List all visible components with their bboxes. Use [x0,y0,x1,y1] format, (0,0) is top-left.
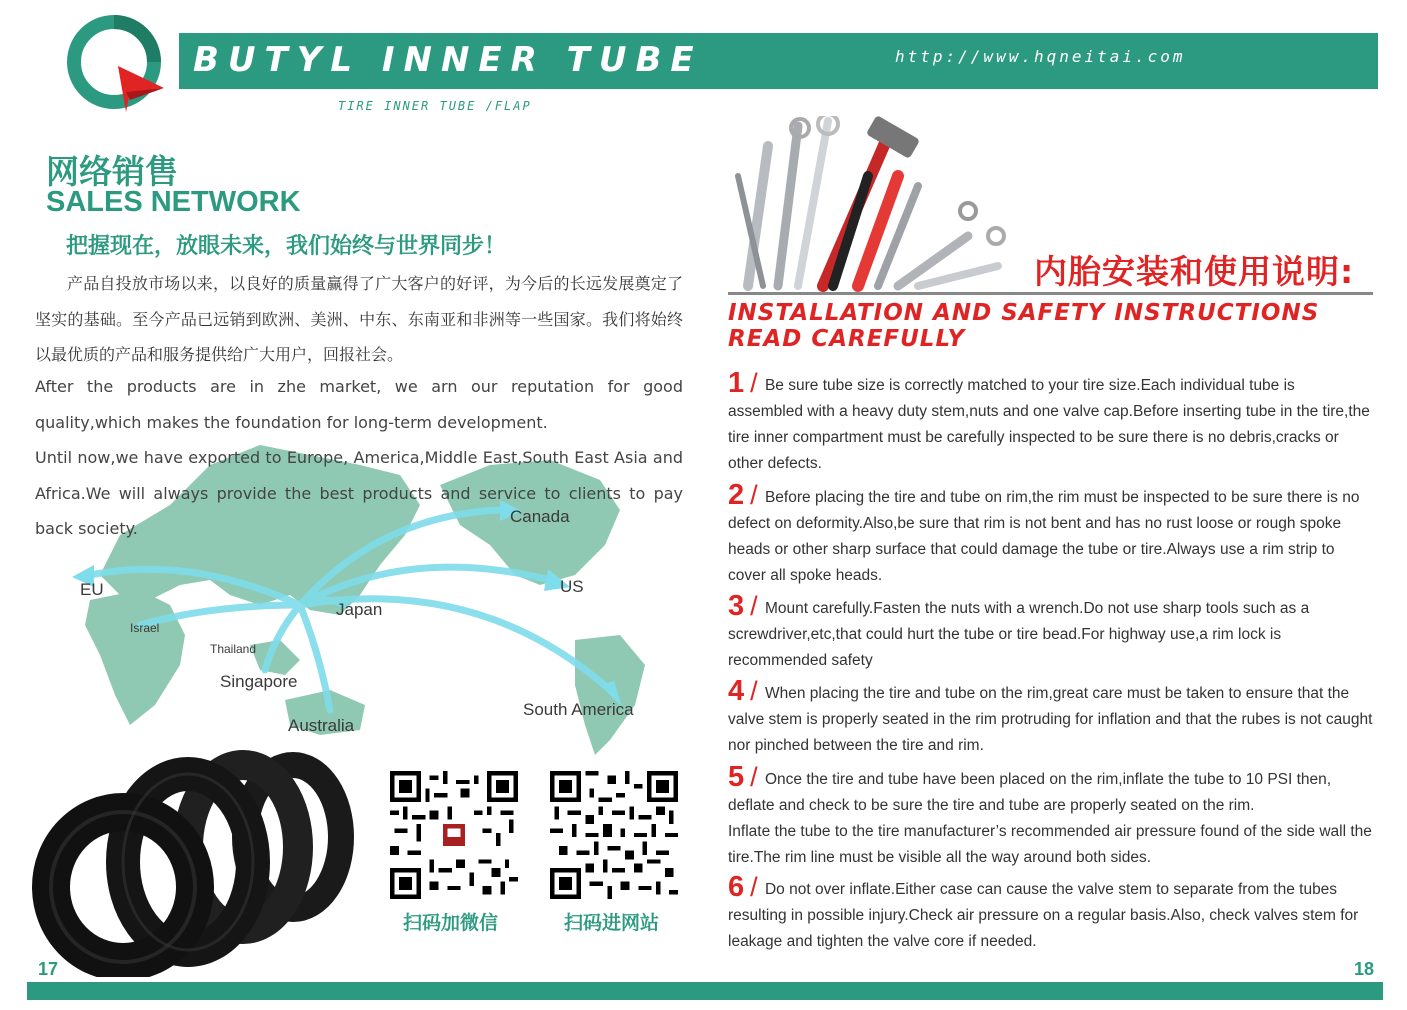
map-label-australia: Australia [288,716,355,735]
instruction-item-5: 5 / Once the tire and tube have been placed on the rim,inflate the tube to 10 PSI then, deflate and check to be sure the tire and tube are properly seated on the rim. Inflate the tube to the tire manufacturer’s recommended air pressure found of the side wall the tire.The rim line must be visible all the way around both sides. [728,764,1373,871]
company-logo [66,14,166,114]
instruction-item-4: 4 / When placing the tire and tube on the rim,great care must be taken to ensure that the valve stem is properly seated in the rim protruding for inflation and that the rubes is not caught nor pinched between the tire and rim. [728,675,1373,754]
instruction-number: 2 [728,479,745,511]
instructions-title-cn: 内胎安装和使用说明: [1034,252,1355,291]
title-divider [728,292,1373,295]
map-label-israel: Israel [130,621,160,635]
instruction-number: 1 [728,367,745,399]
africa-shape [85,590,185,725]
instructions-title-en [728,300,1319,352]
map-label-thailand: Thailand [210,642,257,656]
wechat-qr-code[interactable] [390,771,518,899]
instruction-text: Mount carefully.Fasten the nuts with a wrench.Do not use sharp tools such as a screwdriver,etc,that could hurt the tube or tire bead.For highway use,a rim lock is recommended safety [728,600,1310,669]
sales-body-en [35,369,683,547]
instruction-item-6: 6 / Do not over inflate.Either case can cause the valve stem to separate from the tubes resulting in possible injury.Check air pressure on a regular basis.Also, check valves stem for leakage and tighten the valve core if needed. [728,871,1359,950]
map-label-singapore: Singapore [220,672,298,691]
instructions-title-en-line2: READ CAREFULLY [728,326,966,352]
instruction-text: When placing the tire and tube on the rim,great care must be taken to ensure that the valve stem is properly seated in the rim protruding for inflation and that the rubes is not caught nor pinched between the tire and rim. [728,685,1373,754]
map-label-south-america: South America [523,700,634,719]
map-label-us: US [560,577,584,596]
sales-heading-en: SALES NETWORK [46,186,301,218]
inner-tubes-image [28,737,368,977]
website-qr-code[interactable] [550,771,678,899]
map-label-canada: Canada [510,507,570,526]
sales-paragraph-en-1: After the products are in zhe market, we arn our reputation for good quality,which makes the foundation for long-term development. [35,377,683,432]
page-number-right: 18 [1354,959,1375,979]
sales-paragraph-cn: 产品自投放市场以来，以良好的质量赢得了广大客户的好评，为今后的长远发展奠定了坚实的基础。至今产品已远销到欧洲、美洲、中东、东南亚和非洲等一些国家。我们将始终以最优质的产品和服务提供给广大用户，回报社会。 [35,274,683,364]
footer-bar [27,982,1383,1000]
instruction-extra-text: Inflate the tube to the tire manufacturer’s recommended air pressure found of the side wall the tire.The rim line must be visible all the way around both sides. [728,823,1372,866]
brochure-title: BUTYL INNER TUBE [193,40,703,80]
instruction-text: Once the tire and tube have been placed on the rim,inflate the tube to 10 PSI then, deflate and check to be sure the tire and tube are properly seated on the rim. [728,771,1332,814]
website-qr-caption: 扫码进网站 [564,912,660,934]
sales-heading-cn: 网络销售 [46,152,178,191]
instruction-text: Do not over inflate.Either case can cause the valve stem to separate from the tubes resulting in possible injury.Check air pressure on a regular basis.Also, check valves stem for leakage and tighten the valve core if needed. [728,881,1359,950]
sales-slogan: 把握现在，放眼未来，我们始终与世界同步！ [66,234,507,259]
instructions-title-en-line1: INSTALLATION AND SAFETY INSTRUCTIONS [728,300,1320,326]
website-url[interactable]: http://www.hqneitai.com [895,47,1186,66]
wechat-qr-caption: 扫码加微信 [403,912,499,934]
instruction-number: 5 [728,761,745,793]
sales-paragraph-en-2: Until now,we have exported to Europe, America,Middle East,South East Asia and Africa.We will always provide the best products and service to clients to pay back society. [35,448,683,538]
instruction-number: 6 [728,871,745,903]
map-label-japan: Japan [336,600,383,619]
instruction-item-2: 2 / Before placing the tire and tube on rim,the rim must be inspected to be sure there is no defect on deformity.Also,be sure that rim is not bent and has no rust loose or rough spoke heads or other sharp surface that could damage the tube or tire.Always use a rim strip to cover all spoke heads. [728,479,1360,584]
instruction-number: 4 [728,675,745,707]
page-number-left: 17 [38,959,59,979]
instruction-item-1: 1 / Be sure tube size is correctly matched to your tire size.Each individual tube is assembled with a heavy duty stem,nuts and one valve cap.Before inserting tube in the tire,the tire inner compartment must be carefully inspected to be sure there is no debris,cracks or other defects. [728,367,1370,472]
sales-body-cn [35,266,683,373]
brochure-subtitle: TIRE INNER TUBE /FLAP [338,99,532,113]
instruction-text: Before placing the tire and tube on rim,the rim must be inspected to be sure there is no defect on deformity.Also,be sure that rim is not bent and has no rust loose or rough spoke heads or other sharp surface that could damage the tube or tire.Always use a rim strip to cover all spoke heads. [728,489,1360,584]
tools-image [728,116,1028,294]
instruction-number: 3 [728,590,745,622]
map-label-eu: EU [80,580,104,599]
instruction-text: Be sure tube size is correctly matched to your tire size.Each individual tube is assembled with a heavy duty stem,nuts and one valve cap.Before inserting tube in the tire,the tire inner compartment must be carefully inspected to be sure there is no debris,cracks or other defects. [728,377,1370,472]
instruction-item-3: 3 / Mount carefully.Fasten the nuts with a wrench.Do not use sharp tools such as a screwdriver,etc,that could hurt the tube or tire bead.For highway use,a rim lock is recommended safety [728,590,1310,669]
